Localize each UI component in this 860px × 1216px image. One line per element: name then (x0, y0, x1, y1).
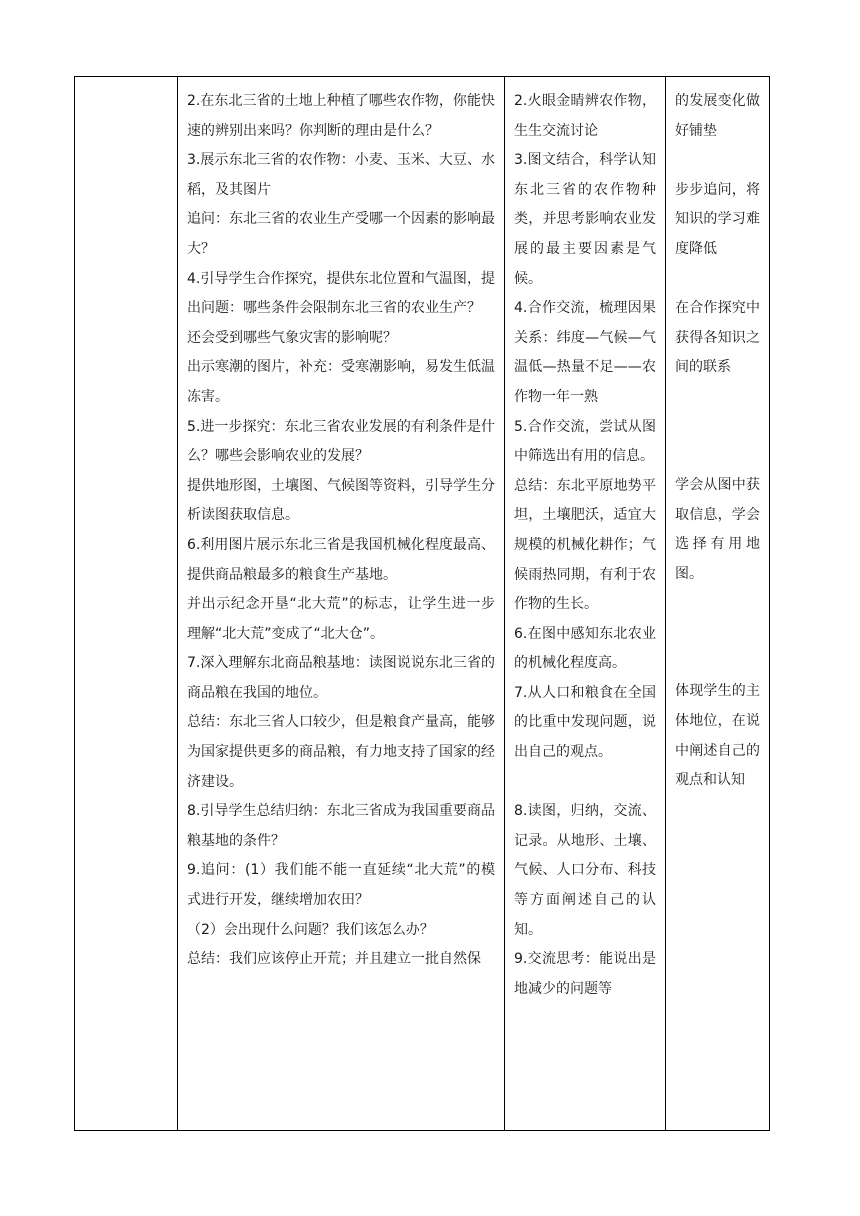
student-step-9: 9.交流思考：能说出是地减少的问题等 (514, 951, 656, 997)
table-row (75, 77, 770, 1131)
student-step-2: 2.火眼金睛辨农作物，生生交流讨论 (514, 93, 656, 139)
intent-2: 步步追问，将知识的学习难度降低 (675, 181, 760, 257)
intent-4: 学会从图中获取信息，学会选择有用地图。 (675, 476, 760, 582)
teacher-step-8: 8.引导学生总结归纳：东北三省成为我国重要商品粮基地的条件？ (187, 803, 495, 849)
student-step-6: 6.在图中感知东北农业的机械化程度高。 (514, 625, 656, 672)
teacher-step-4: 4.引导学生合作探究，提供东北位置和气温图，提出问题：哪些条件会限制东北三省的农业生产？ (187, 270, 495, 317)
intent-3: 在合作探究中获得各知识之间的联系 (675, 300, 760, 376)
student-step-4: 4.合作交流，梳理因果关系：纬度—气候—气温低—热量不足——农作物一年一熟 (514, 300, 656, 405)
teacher-step-7: 7.深入理解东北商品粮基地：读图说说东北三省的商品粮在我国的地位。 (187, 655, 495, 701)
student-summary: 总结：东北平原地势平坦，土壤肥沃，适宜大规模的机械化耕作；气候雨热同期，有利于农作物的生长。 (514, 477, 656, 613)
teacher-summary-1: 总结：东北三省人口较少，但是粮食产量高，能够为国家提供更多的商品粮，有力地支持了国家的经济建设。 (187, 714, 495, 790)
stage-cell (75, 77, 178, 1131)
teacher-map-materials: 提供地形图，土壤图、气候图等资料，引导学生分析读图获取信息。 (187, 477, 495, 524)
teacher-cold-wave-note: 出示寒潮的图片，补充：受寒潮影响，易发生低温冻害。 (187, 359, 495, 405)
student-activity-cell (505, 77, 666, 1131)
intent-5: 体现学生的主体地位，在说中阐述自己的观点和认知 (675, 683, 760, 789)
intent-1: 的发展变化做好铺垫 (675, 93, 760, 139)
student-step-8: 8.读图，归纳，交流、记录。从地形、土壤、气候、人口分布、科技等方面阐述自己的认知。 (514, 803, 656, 938)
student-step-3: 3.图文结合，科学认知东北三省的农作物种类，并思考影响农业发展的最主要因素是气候。 (514, 152, 656, 287)
teacher-step-2: 2.在东北三省的土地上种植了哪些农作物，你能快速的辨别出来吗？你判断的理由是什么？ (187, 93, 495, 139)
teacher-step-9: 9.追问：(1）我们能不能一直延续“北大荒”的模式进行开发，继续增加农田？ (187, 862, 495, 909)
teacher-step-3: 3.展示东北三省的农作物：小麦、玉米、大豆、水稻，及其图片 (187, 152, 495, 198)
teacher-step-6: 6.利用图片展示东北三省是我国机械化程度最高、提供商品粮最多的粮食生产基地。 (187, 536, 495, 583)
student-step-5: 5.合作交流，尝试从图中筛选出有用的信息。 (514, 418, 656, 465)
teacher-beidahuang-note: 并出示纪念开垦“北大荒”的标志，让学生进一步理解“北大荒”变成了“北大仓”。 (187, 596, 495, 642)
teacher-step-5: 5.进一步探究：东北三省农业发展的有利条件是什么？哪些会影响农业的发展？ (187, 418, 495, 465)
teacher-summary-2: 总结：我们应该停止开荒；并且建立一批自然保 (187, 951, 481, 968)
teacher-activity-cell (178, 77, 505, 1131)
student-step-7: 7.从人口和粮食在全国的比重中发现问题，说出自己的观点。 (514, 684, 656, 761)
teacher-disaster-question: 还会受到哪些气象灾害的影响呢？ (187, 329, 397, 346)
teacher-followup-question: 追问：东北三省的农业生产受哪一个因素的影响最大？ (187, 211, 495, 257)
design-intent-cell (666, 77, 770, 1131)
lesson-plan-table (74, 76, 770, 1131)
teacher-step-9-part-2: （2）会出现什么问题？我们该怎么办？ (187, 921, 434, 938)
